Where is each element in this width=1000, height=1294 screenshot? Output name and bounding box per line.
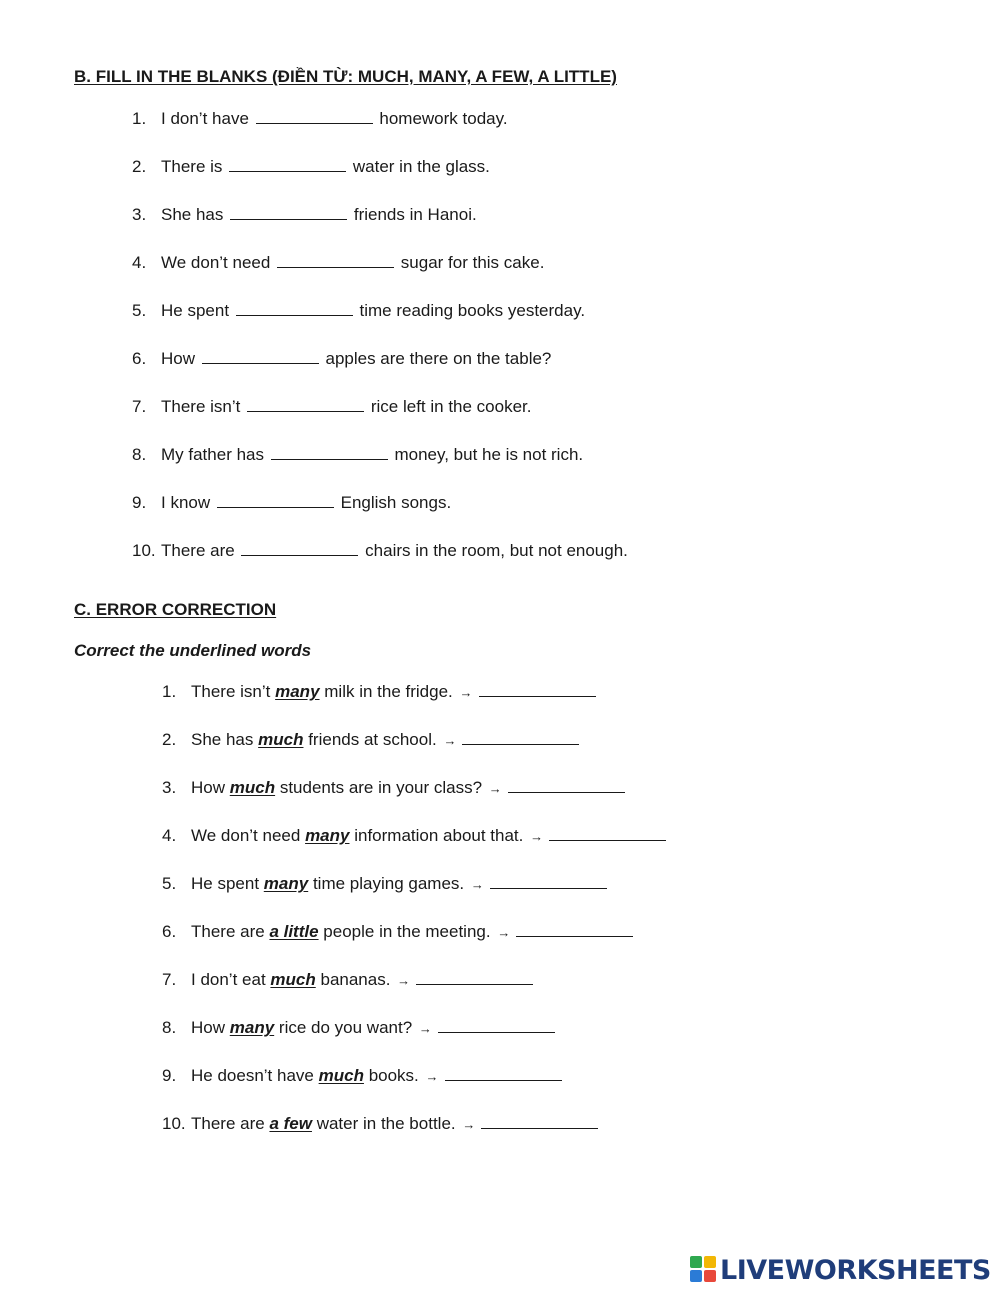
question-number: 5. (132, 301, 147, 320)
question-text (191, 873, 609, 896)
logo-square (704, 1270, 716, 1282)
question-text (191, 1113, 600, 1136)
arrow-icon: → (425, 1069, 439, 1084)
question-number: 3. (132, 205, 147, 224)
question-text (161, 492, 451, 514)
question-text (161, 444, 583, 466)
answer-blank[interactable] (241, 541, 358, 556)
logo-square (690, 1256, 702, 1268)
sentence-end: money, but he is not rich. (394, 445, 584, 464)
sentence-end: milk in the fridge. (324, 682, 453, 701)
underlined-error-word: much (318, 1066, 364, 1085)
question-number: 1. (132, 109, 147, 128)
sentence-end: homework today. (379, 109, 508, 128)
underlined-error-word: many (263, 874, 309, 893)
question-text (191, 729, 581, 752)
question-number: 5. (162, 874, 177, 893)
logo-square (690, 1270, 702, 1282)
answer-blank[interactable] (236, 301, 353, 316)
sentence-end: time playing games. (312, 874, 465, 893)
sentence-end: books. (368, 1066, 419, 1085)
answer-blank[interactable] (445, 1066, 562, 1081)
question-text (191, 1065, 564, 1088)
answer-blank[interactable] (516, 922, 633, 937)
question-text (161, 156, 490, 178)
arrow-icon: → (418, 1021, 432, 1036)
underlined-error-word: much (258, 730, 304, 749)
section-b-title: B. FILL IN THE BLANKS (ĐIỀN TỪ: MUCH, MANY, A FEW, A LITTLE) (74, 67, 617, 86)
section-c-instruction: Correct the underlined words (74, 641, 312, 660)
sentence-end: bananas. (320, 970, 391, 989)
logo-text: LIVEWORKSHEETS (720, 1254, 991, 1286)
sentence-end: sugar for this cake. (400, 253, 545, 272)
question-text (161, 204, 477, 226)
answer-blank[interactable] (481, 1114, 598, 1129)
logo-mark-icon (690, 1256, 718, 1284)
sentence-start: She has (161, 205, 224, 224)
answer-blank[interactable] (462, 730, 579, 745)
sentence-start: There are (161, 541, 235, 560)
sentence-start: How (161, 349, 196, 368)
arrow-icon: → (459, 685, 473, 700)
arrow-icon: → (530, 829, 544, 844)
answer-blank[interactable] (277, 253, 394, 268)
underlined-error-word: a little (269, 922, 319, 941)
question-text (161, 396, 531, 418)
arrow-icon: → (497, 925, 511, 940)
question-number: 10. (162, 1114, 186, 1133)
underlined-error-word: much (270, 970, 316, 989)
sentence-start: He doesn’t have (191, 1066, 314, 1085)
underlined-error-word: many (305, 826, 350, 845)
arrow-icon: → (397, 973, 411, 988)
sentence-end: information about that. (354, 826, 524, 845)
underlined-error-word: many (229, 1018, 275, 1037)
sentence-start: I don’t have (161, 109, 249, 128)
sentence-start: We don’t need (161, 253, 271, 272)
question-text (191, 1017, 557, 1040)
question-text (161, 540, 628, 562)
question-number: 7. (132, 397, 147, 416)
answer-blank[interactable] (271, 445, 388, 460)
sentence-start: I don’t eat (191, 970, 266, 989)
sentence-start: There are (191, 922, 265, 941)
answer-blank[interactable] (479, 682, 596, 697)
underlined-error-word: many (275, 682, 320, 701)
answer-blank[interactable] (256, 109, 373, 124)
question-number: 7. (162, 970, 177, 989)
question-number: 9. (132, 493, 147, 512)
answer-blank[interactable] (247, 397, 364, 412)
sentence-start: There are (191, 1114, 265, 1133)
question-text (191, 825, 668, 848)
sentence-end: chairs in the room, but not enough. (365, 541, 628, 560)
question-text (191, 777, 627, 800)
sentence-end: friends in Hanoi. (353, 205, 477, 224)
answer-blank[interactable] (508, 778, 625, 793)
question-number: 6. (132, 349, 147, 368)
answer-blank[interactable] (490, 874, 607, 889)
question-number: 3. (162, 778, 177, 797)
answer-blank[interactable] (549, 826, 666, 841)
question-number: 8. (162, 1018, 177, 1037)
sentence-start: How (191, 778, 226, 797)
answer-blank[interactable] (438, 1018, 555, 1033)
question-text (161, 300, 585, 322)
sentence-start: He spent (191, 874, 260, 893)
question-text (161, 348, 551, 370)
answer-blank[interactable] (416, 970, 533, 985)
arrow-icon: → (488, 781, 502, 796)
sentence-start: My father has (161, 445, 264, 464)
answer-blank[interactable] (230, 205, 347, 220)
sentence-end: apples are there on the table? (325, 349, 552, 368)
sentence-end: water in the glass. (352, 157, 490, 176)
question-number: 8. (132, 445, 147, 464)
sentence-end: rice left in the cooker. (370, 397, 532, 416)
sentence-end: rice do you want? (278, 1018, 413, 1037)
sentence-end: English songs. (340, 493, 452, 512)
question-text (191, 921, 635, 944)
question-number: 1. (162, 682, 177, 701)
question-number: 6. (162, 922, 177, 941)
sentence-start: How (191, 1018, 226, 1037)
question-number: 2. (132, 157, 147, 176)
answer-blank[interactable] (217, 493, 334, 508)
sentence-start: I know (161, 493, 211, 512)
question-text (161, 252, 544, 274)
question-number: 9. (162, 1066, 177, 1085)
arrow-icon: → (443, 733, 457, 748)
question-text (161, 108, 508, 130)
question-number: 4. (132, 253, 147, 272)
sentence-end: water in the bottle. (316, 1114, 456, 1133)
question-number: 4. (162, 826, 177, 845)
sentence-end: people in the meeting. (323, 922, 491, 941)
sentence-end: students are in your class? (279, 778, 483, 797)
sentence-start: He spent (161, 301, 230, 320)
sentence-start: She has (191, 730, 254, 749)
question-number: 2. (162, 730, 177, 749)
underlined-error-word: much (229, 778, 276, 797)
arrow-icon: → (470, 877, 484, 892)
sentence-start: There isn’t (161, 397, 241, 416)
section-c-title: C. ERROR CORRECTION (74, 600, 277, 619)
question-text (191, 681, 598, 704)
underlined-error-word: a few (269, 1114, 312, 1133)
sentence-end: time reading books yesterday. (359, 301, 586, 320)
sentence-start: There isn’t (191, 682, 271, 701)
arrow-icon: → (462, 1117, 476, 1132)
question-text (191, 969, 535, 992)
sentence-start: There is (161, 157, 223, 176)
sentence-end: friends at school. (308, 730, 437, 749)
answer-blank[interactable] (202, 349, 319, 364)
answer-blank[interactable] (229, 157, 346, 172)
sentence-start: We don’t need (191, 826, 301, 845)
logo-square (704, 1256, 716, 1268)
liveworksheets-logo[interactable] (690, 1253, 991, 1287)
question-number: 10. (132, 541, 156, 560)
